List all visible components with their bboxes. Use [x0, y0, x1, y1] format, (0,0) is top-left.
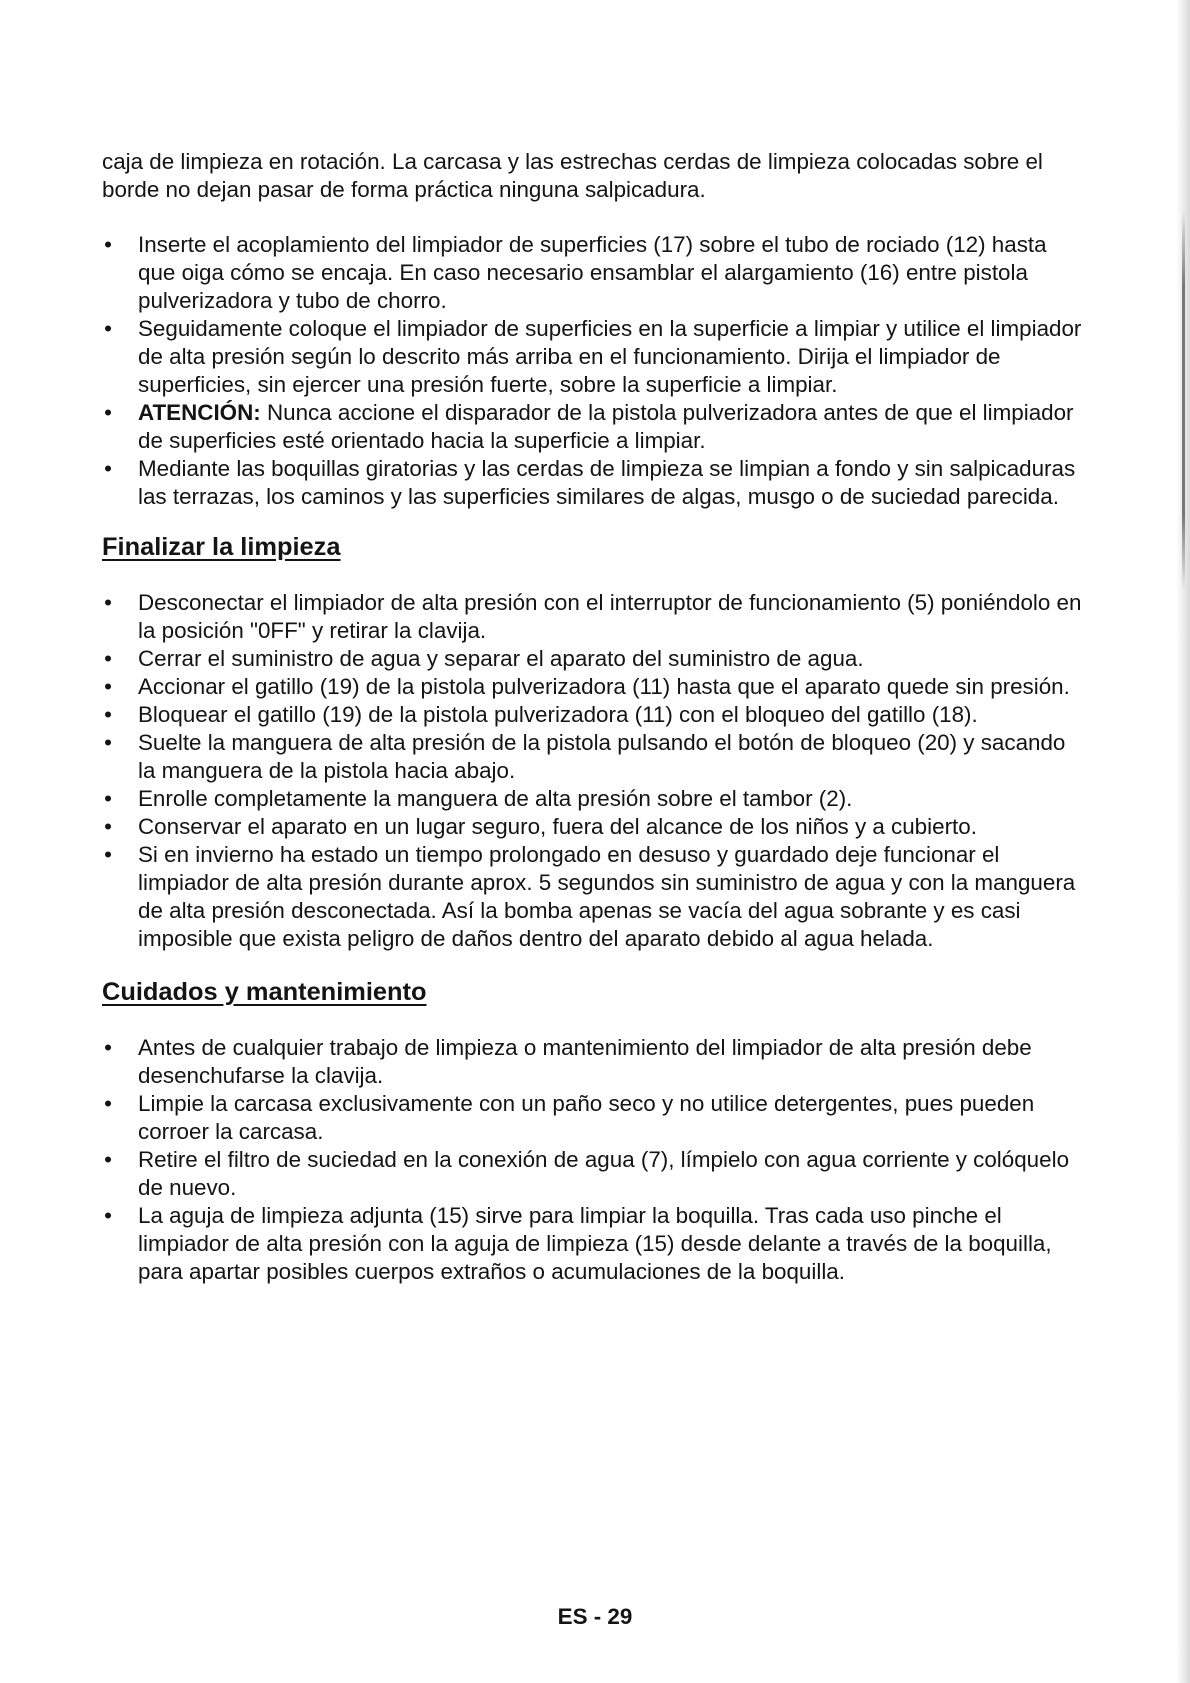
list-item-text: Desconectar el limpiador de alta presión con el interruptor de funcionamiento (5) poniéndolo en la posición "0FF" y retirar la clavija. [138, 590, 1082, 643]
list-item [102, 315, 1082, 399]
list-item [102, 673, 1082, 701]
list-item-text: Cerrar el suministro de agua y separar el aparato del suministro de agua. [138, 646, 864, 671]
page-content [102, 148, 1082, 1286]
list-item-text: Limpie la carcasa exclusivamente con un paño seco y no utilice detergentes, pues pueden corroer la carcasa. [138, 1091, 1035, 1144]
list-item [102, 645, 1082, 673]
list-item-text: Enrolle completamente la manguera de alta presión sobre el tambor (2). [138, 786, 853, 811]
list-item-text: Seguidamente coloque el limpiador de superficies en la superficie a limpiar y utilice el limpiador de alta presión según lo descrito más arriba en el funcionamiento. Dirija el limpiador de superficies, sin ejercer una presión fuerte, sobre la superficie a limpiar. [138, 316, 1082, 397]
bullet-icon: • [104, 730, 112, 755]
list-item [102, 813, 1082, 841]
list-item [102, 729, 1082, 785]
bullet-icon: • [104, 1203, 112, 1228]
bullet-icon: • [104, 814, 112, 839]
bullet-icon: • [104, 590, 112, 615]
list-item [102, 399, 1082, 455]
finish-cleaning-list [102, 589, 1082, 953]
section-title-care: Cuidados y mantenimiento [102, 978, 427, 1006]
list-item [102, 455, 1082, 511]
list-item [102, 841, 1082, 953]
bullet-icon: • [104, 316, 112, 341]
list-item [102, 1034, 1082, 1090]
bullet-icon: • [104, 1091, 112, 1116]
list-item [102, 589, 1082, 645]
bullet-icon: • [104, 646, 112, 671]
bullet-icon: • [104, 702, 112, 727]
bullet-icon: • [104, 400, 112, 425]
list-item [102, 1202, 1082, 1286]
list-item-text: Accionar el gatillo (19) de la pistola pulverizadora (11) hasta que el aparato quede sin presión. [138, 674, 1070, 699]
bullet-icon: • [104, 786, 112, 811]
page-number: ES - 29 [557, 1604, 633, 1629]
list-item-text: Bloquear el gatillo (19) de la pistola pulverizadora (11) con el bloqueo del gatillo (18). [138, 702, 978, 727]
list-item [102, 231, 1082, 315]
list-item-text: Antes de cualquier trabajo de limpieza o mantenimiento del limpiador de alta presión debe desenchufarse la clavija. [138, 1035, 1032, 1088]
list-item-text: Mediante las boquillas giratorias y las cerdas de limpieza se limpian a fondo y sin salpicaduras las terrazas, los caminos y las superficies similares de algas, musgo o de suciedad parecida. [138, 456, 1076, 509]
bullet-icon: • [104, 456, 112, 481]
bullet-icon: • [104, 674, 112, 699]
list-item [102, 785, 1082, 813]
bullet-icon: • [104, 232, 112, 257]
scan-edge-mark [1182, 210, 1185, 590]
list-item-text: La aguja de limpieza adjunta (15) sirve para limpiar la boquilla. Tras cada uso pinche el limpiador de alta presión con la aguja de limpieza (15) desde delante a través de la boquilla, para apartar posibles cuerpos extraños o acumulaciones de la boquilla. [138, 1203, 1052, 1284]
intro-paragraph: caja de limpieza en rotación. La carcasa y las estrechas cerdas de limpieza colocadas sobre el borde no dejan pasar de forma práctica ninguna salpicadura. [102, 149, 1043, 202]
list-item-text: Suelte la manguera de alta presión de la pistola pulsando el botón de bloqueo (20) y sacando la manguera de la pistola hacia abajo. [138, 730, 1066, 783]
list-item-text: Conservar el aparato en un lugar seguro, fuera del alcance de los niños y a cubierto. [138, 814, 977, 839]
bullet-icon: • [104, 1147, 112, 1172]
list-item-text: Si en invierno ha estado un tiempo prolongado en desuso y guardado deje funcionar el limpiador de alta presión durante aprox. 5 segundos sin suministro de agua y con la manguera de alta presión desconectada. Así la bomba apenas se vacía del agua sobrante y es casi imposible que exista peligro de daños dentro del aparato debido al agua helada. [138, 842, 1076, 951]
list-item-text: Retire el filtro de suciedad en la conexión de agua (7), límpielo con agua corriente y colóquelo de nuevo. [138, 1147, 1070, 1200]
section-title-finish: Finalizar la limpieza [102, 533, 341, 561]
surface-cleaner-list [102, 231, 1082, 511]
list-item [102, 1090, 1082, 1146]
list-item-text: Nunca accione el disparador de la pistola pulverizadora antes de que el limpiador de superficies esté orientado hacia la superficie a limpiar. [138, 400, 1074, 453]
list-item [102, 1146, 1082, 1202]
warning-label: ATENCIÓN: [138, 400, 261, 425]
list-item-text: Inserte el acoplamiento del limpiador de superficies (17) sobre el tubo de rociado (12) hasta que oiga cómo se encaja. En caso necesario ensamblar el alargamiento (16) entre pistola pulverizadora y tubo de chorro. [138, 232, 1047, 313]
bullet-icon: • [104, 842, 112, 867]
bullet-icon: • [104, 1035, 112, 1060]
list-item [102, 701, 1082, 729]
care-maintenance-list [102, 1034, 1082, 1286]
